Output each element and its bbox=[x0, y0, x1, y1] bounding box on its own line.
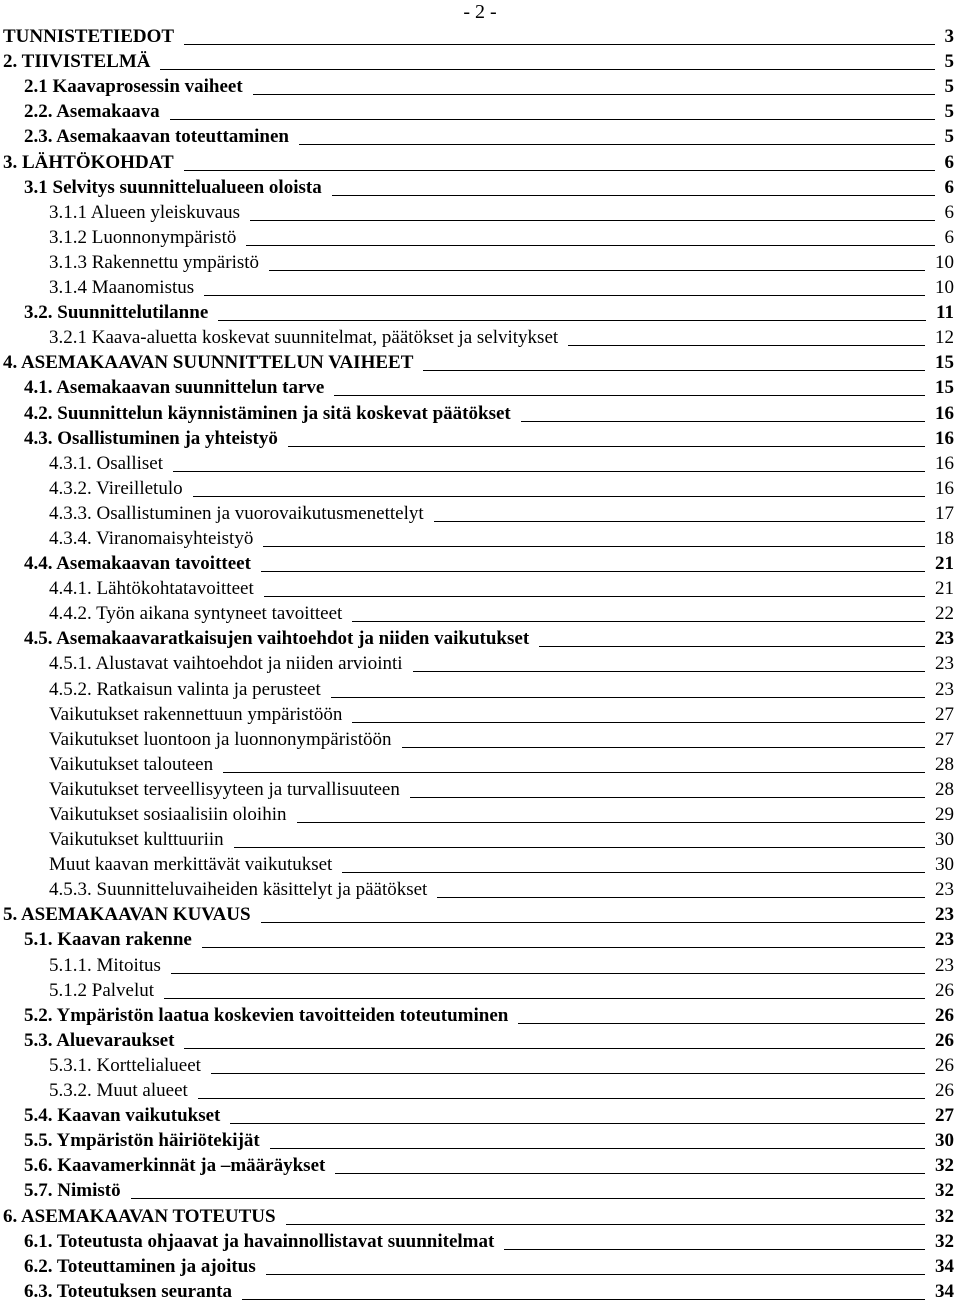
toc-entry[interactable] bbox=[0, 951, 960, 976]
toc-leader-line bbox=[568, 345, 925, 346]
toc-entry[interactable] bbox=[0, 926, 960, 951]
toc-entry-page-number: 28 bbox=[935, 753, 954, 775]
toc-leader-line bbox=[234, 847, 925, 848]
toc-entry[interactable] bbox=[0, 901, 960, 926]
toc-leader-line bbox=[202, 947, 925, 948]
toc-entry[interactable] bbox=[0, 776, 960, 801]
toc-entry[interactable] bbox=[0, 98, 960, 123]
toc-entry-title: 5.2. Ympäristön laatua koskevien tavoitteiden toteutuminen bbox=[24, 1004, 509, 1026]
toc-entry-title: 3.1.2 Luonnonympäristö bbox=[49, 226, 237, 248]
toc-leader-line bbox=[193, 496, 925, 497]
toc-entry-page-number: 5 bbox=[944, 126, 954, 148]
toc-entry[interactable] bbox=[0, 1278, 960, 1303]
toc-entry-title: Vaikutukset luontoon ja luonnonympäristöön bbox=[49, 728, 392, 750]
toc-leader-line bbox=[223, 772, 925, 773]
toc-leader-line bbox=[352, 621, 925, 622]
toc-entry[interactable] bbox=[0, 1228, 960, 1253]
toc-entry[interactable] bbox=[0, 399, 960, 424]
toc-leader-line bbox=[184, 1048, 925, 1049]
toc-entry-title: 3.1.3 Rakennettu ympäristö bbox=[49, 251, 260, 273]
toc-entry-page-number: 26 bbox=[935, 1004, 954, 1026]
toc-entry-title: 3.2.1 Kaava-aluetta koskevat suunnitelmat, päätökset ja selvitykset bbox=[49, 327, 559, 349]
toc-entry-title: 5.6. Kaavamerkinnät ja –määräykset bbox=[24, 1155, 326, 1177]
toc-entry-page-number: 22 bbox=[935, 603, 954, 625]
toc-entry-page-number: 26 bbox=[935, 1029, 954, 1051]
toc-entry[interactable] bbox=[0, 600, 960, 625]
toc-entry[interactable] bbox=[0, 751, 960, 776]
toc-entry-page-number: 10 bbox=[935, 251, 954, 273]
toc-entry-page-number: 23 bbox=[935, 904, 954, 926]
toc-entry[interactable] bbox=[0, 174, 960, 199]
toc-entry[interactable] bbox=[0, 274, 960, 299]
toc-leader-line bbox=[299, 144, 935, 145]
toc-entry-page-number: 3 bbox=[944, 26, 954, 48]
toc-leader-line bbox=[335, 1173, 925, 1174]
toc-entry-title: 2. TIIVISTELMÄ bbox=[3, 51, 151, 73]
toc-entry-page-number: 27 bbox=[935, 1105, 954, 1127]
toc-entry-title: 4.4. Asemakaavan tavoitteet bbox=[24, 553, 251, 575]
toc-leader-line bbox=[261, 571, 925, 572]
toc-entry-title: 5.5. Ympäristön häiriötekijät bbox=[24, 1130, 260, 1152]
toc-entry-page-number: 26 bbox=[935, 1080, 954, 1102]
toc-leader-line bbox=[413, 671, 925, 672]
toc-entry[interactable] bbox=[0, 826, 960, 851]
toc-entry-page-number: 15 bbox=[935, 377, 954, 399]
toc-entry-page-number: 32 bbox=[935, 1230, 954, 1252]
toc-entry-page-number: 23 bbox=[935, 954, 954, 976]
toc-entry-page-number: 27 bbox=[935, 703, 954, 725]
toc-entry-title: 4.5. Asemakaavaratkaisujen vaihtoehdot ja niiden vaikutukset bbox=[24, 628, 530, 650]
toc-entry[interactable] bbox=[0, 123, 960, 148]
toc-leader-line bbox=[423, 370, 925, 371]
toc-entry-title: Vaikutukset rakennettuun ympäristöön bbox=[49, 703, 343, 725]
toc-leader-line bbox=[288, 446, 925, 447]
toc-entry-title: 4.5.1. Alustavat vaihtoehdot ja niiden arviointi bbox=[49, 653, 403, 675]
toc-entry[interactable] bbox=[0, 701, 960, 726]
toc-entry-title: 6.2. Toteuttaminen ja ajoitus bbox=[24, 1255, 256, 1277]
toc-entry[interactable] bbox=[0, 675, 960, 700]
toc-entry[interactable] bbox=[0, 650, 960, 675]
toc-entry[interactable] bbox=[0, 148, 960, 173]
toc-entry-title: 3. LÄHTÖKOHDAT bbox=[3, 151, 174, 173]
toc-leader-line bbox=[263, 546, 925, 547]
toc-leader-line bbox=[342, 872, 925, 873]
toc-leader-line bbox=[170, 119, 935, 120]
toc-entry-page-number: 32 bbox=[935, 1205, 954, 1227]
toc-entry[interactable] bbox=[0, 475, 960, 500]
toc-entry-title: 3.1.4 Maanomistus bbox=[49, 277, 195, 299]
toc-entry-page-number: 30 bbox=[935, 854, 954, 876]
toc-entry-page-number: 23 bbox=[935, 678, 954, 700]
toc-entry-title: 5.1.1. Mitoitus bbox=[49, 954, 161, 976]
toc-entry[interactable] bbox=[0, 425, 960, 450]
toc-entry[interactable] bbox=[0, 249, 960, 274]
toc-entry[interactable] bbox=[0, 224, 960, 249]
toc-entry-page-number: 5 bbox=[944, 101, 954, 123]
toc-entry-title: 5.1.2 Palvelut bbox=[49, 979, 155, 1001]
toc-entry-page-number: 5 bbox=[944, 51, 954, 73]
toc-leader-line bbox=[264, 596, 925, 597]
toc-leader-line bbox=[184, 44, 934, 45]
toc-leader-line bbox=[198, 1098, 925, 1099]
toc-entry-title: 5. ASEMAKAAVAN KUVAUS bbox=[3, 904, 251, 926]
toc-entry[interactable] bbox=[0, 23, 960, 48]
toc-leader-line bbox=[286, 1224, 925, 1225]
toc-entry[interactable] bbox=[0, 199, 960, 224]
toc-entry-title: 5.3.1. Korttelialueet bbox=[49, 1054, 201, 1076]
toc-entry[interactable] bbox=[0, 801, 960, 826]
toc-entry[interactable] bbox=[0, 575, 960, 600]
toc-leader-line bbox=[211, 1073, 925, 1074]
toc-entry-page-number: 23 bbox=[935, 879, 954, 901]
toc-entry[interactable] bbox=[0, 550, 960, 575]
toc-entry-title: 4.4.2. Työn aikana syntyneet tavoitteet bbox=[49, 603, 343, 625]
toc-leader-line bbox=[253, 94, 935, 95]
toc-entry-title: 3.1.1 Alueen yleiskuvaus bbox=[49, 201, 241, 223]
toc-entry-title: 4.4.1. Lähtökohtatavoitteet bbox=[49, 578, 254, 600]
toc-entry-page-number: 23 bbox=[935, 628, 954, 650]
toc-entry-page-number: 6 bbox=[944, 201, 954, 223]
toc-entry-title: 4.3.2. Vireilletulo bbox=[49, 477, 183, 499]
toc-entry[interactable] bbox=[0, 500, 960, 525]
toc-entry[interactable] bbox=[0, 1127, 960, 1152]
toc-entry-title: Vaikutukset terveellisyyteen ja turvallisuuteen bbox=[49, 778, 400, 800]
toc-entry-title: 5.3.2. Muut alueet bbox=[49, 1080, 188, 1102]
toc-leader-line bbox=[539, 646, 925, 647]
toc-leader-line bbox=[270, 1148, 925, 1149]
toc-entry-page-number: 30 bbox=[935, 829, 954, 851]
toc-leader-line bbox=[352, 722, 925, 723]
toc-entry[interactable] bbox=[0, 324, 960, 349]
toc-entry-page-number: 16 bbox=[935, 452, 954, 474]
toc-entry-title: 4.2. Suunnittelun käynnistäminen ja sitä koskevat päätökset bbox=[24, 402, 511, 424]
toc-leader-line bbox=[246, 245, 934, 246]
toc-entry[interactable] bbox=[0, 299, 960, 324]
toc-entry-title: 4.1. Asemakaavan suunnittelun tarve bbox=[24, 377, 325, 399]
toc-entry-title: Muut kaavan merkittävät vaikutukset bbox=[49, 854, 333, 876]
toc-entry-page-number: 18 bbox=[935, 527, 954, 549]
toc-entry-page-number: 16 bbox=[935, 402, 954, 424]
toc-entry-page-number: 16 bbox=[935, 477, 954, 499]
toc-entry-title: 4.5.2. Ratkaisun valinta ja perusteet bbox=[49, 678, 321, 700]
toc-leader-line bbox=[173, 471, 925, 472]
toc-entry[interactable] bbox=[0, 450, 960, 475]
toc-entry-page-number: 6 bbox=[944, 176, 954, 198]
toc-entry[interactable] bbox=[0, 1102, 960, 1127]
toc-entry-title: 4.3. Osallistuminen ja yhteistyö bbox=[24, 427, 278, 449]
toc-entry-page-number: 32 bbox=[935, 1180, 954, 1202]
toc-entry-page-number: 5 bbox=[944, 76, 954, 98]
toc-leader-line bbox=[230, 1123, 925, 1124]
toc-entry-page-number: 26 bbox=[935, 979, 954, 1001]
toc-entry[interactable] bbox=[0, 1027, 960, 1052]
toc-entry-title: 2.1 Kaavaprosessin vaiheet bbox=[24, 76, 243, 98]
toc-entry[interactable] bbox=[0, 1002, 960, 1027]
table-of-contents bbox=[0, 23, 960, 1303]
toc-leader-line bbox=[331, 697, 925, 698]
toc-leader-line bbox=[218, 320, 926, 321]
toc-entry-page-number: 16 bbox=[935, 427, 954, 449]
toc-entry[interactable] bbox=[0, 977, 960, 1002]
toc-leader-line bbox=[334, 395, 925, 396]
toc-leader-line bbox=[437, 897, 925, 898]
toc-entry-title: 4.3.4. Viranomaisyhteistyö bbox=[49, 527, 254, 549]
toc-entry-page-number: 30 bbox=[935, 1130, 954, 1152]
toc-leader-line bbox=[434, 521, 925, 522]
toc-leader-line bbox=[332, 195, 935, 196]
toc-entry-page-number: 6 bbox=[944, 151, 954, 173]
toc-entry-title: 6.1. Toteutusta ohjaavat ja havainnollistavat suunnitelmat bbox=[24, 1230, 495, 1252]
toc-entry[interactable] bbox=[0, 525, 960, 550]
toc-entry[interactable] bbox=[0, 876, 960, 901]
toc-entry-page-number: 32 bbox=[935, 1155, 954, 1177]
toc-entry-title: 4. ASEMAKAAVAN SUUNNITTELUN VAIHEET bbox=[3, 352, 414, 374]
toc-entry-title: 4.3.1. Osalliset bbox=[49, 452, 163, 474]
toc-entry-title: Vaikutukset talouteen bbox=[49, 753, 214, 775]
toc-entry-page-number: 26 bbox=[935, 1054, 954, 1076]
toc-entry-page-number: 6 bbox=[944, 226, 954, 248]
toc-entry-page-number: 34 bbox=[935, 1280, 954, 1302]
toc-leader-line bbox=[250, 220, 934, 221]
toc-entry-page-number: 23 bbox=[935, 653, 954, 675]
toc-entry-title: 3.1 Selvitys suunnittelualueen oloista bbox=[24, 176, 322, 198]
toc-entry-page-number: 10 bbox=[935, 277, 954, 299]
toc-entry-page-number: 29 bbox=[935, 804, 954, 825]
toc-entry-title: 5.3. Aluevaraukset bbox=[24, 1029, 175, 1051]
toc-entry-page-number: 27 bbox=[935, 728, 954, 750]
toc-entry-page-number: 23 bbox=[935, 929, 954, 951]
toc-entry-title: 3.2. Suunnittelutilanne bbox=[24, 302, 209, 324]
toc-entry-title: 6. ASEMAKAAVAN TOTEUTUS bbox=[3, 1205, 276, 1227]
toc-entry[interactable] bbox=[0, 851, 960, 876]
toc-entry-title: 4.5.3. Suunnitteluvaiheiden käsittelyt ja päätökset bbox=[49, 879, 428, 901]
toc-entry-title: Vaikutukset sosiaalisiin oloihin bbox=[49, 804, 287, 825]
toc-leader-line bbox=[410, 797, 925, 798]
toc-entry[interactable] bbox=[0, 73, 960, 98]
toc-entry-page-number: 28 bbox=[935, 778, 954, 800]
toc-entry[interactable] bbox=[0, 1253, 960, 1278]
toc-leader-line bbox=[518, 1023, 925, 1024]
toc-entry[interactable] bbox=[0, 726, 960, 751]
toc-entry-page-number: 15 bbox=[935, 352, 954, 374]
toc-entry-page-number: 17 bbox=[935, 502, 954, 524]
toc-leader-line bbox=[402, 747, 925, 748]
toc-entry[interactable] bbox=[0, 48, 960, 73]
toc-entry-title: 2.3. Asemakaavan toteuttaminen bbox=[24, 126, 289, 148]
toc-entry[interactable] bbox=[0, 625, 960, 650]
toc-leader-line bbox=[204, 295, 925, 296]
toc-leader-line bbox=[521, 421, 925, 422]
toc-leader-line bbox=[261, 922, 925, 923]
toc-entry[interactable] bbox=[0, 349, 960, 374]
toc-entry-page-number: 12 bbox=[935, 327, 954, 349]
toc-entry-title: 6.3. Toteutuksen seuranta bbox=[24, 1280, 232, 1302]
toc-leader-line bbox=[269, 270, 925, 271]
toc-entry[interactable] bbox=[0, 1177, 960, 1202]
toc-entry[interactable] bbox=[0, 1152, 960, 1177]
toc-entry[interactable] bbox=[0, 1077, 960, 1102]
toc-entry[interactable] bbox=[0, 1202, 960, 1227]
toc-entry-title: 2.2. Asemakaava bbox=[24, 101, 160, 123]
toc-entry-page-number: 11 bbox=[936, 302, 954, 324]
toc-leader-line bbox=[131, 1198, 925, 1199]
toc-leader-line bbox=[504, 1249, 925, 1250]
toc-entry-page-number: 21 bbox=[935, 553, 954, 575]
toc-entry-title: 5.7. Nimistö bbox=[24, 1180, 121, 1202]
toc-entry-title: 4.3.3. Osallistuminen ja vuorovaikutusmenettelyt bbox=[49, 502, 424, 524]
toc-entry-title: 5.1. Kaavan rakenne bbox=[24, 929, 192, 951]
toc-entry[interactable] bbox=[0, 374, 960, 399]
toc-leader-line bbox=[242, 1299, 925, 1300]
toc-entry[interactable] bbox=[0, 1052, 960, 1077]
toc-entry-page-number: 34 bbox=[935, 1255, 954, 1277]
page-number: - 2 - bbox=[463, 1, 497, 23]
toc-entry-title: TUNNISTETIEDOT bbox=[3, 26, 175, 48]
toc-entry-page-number: 21 bbox=[935, 578, 954, 600]
toc-leader-line bbox=[266, 1274, 925, 1275]
toc-leader-line bbox=[164, 998, 925, 999]
toc-leader-line bbox=[160, 69, 934, 70]
toc-entry-title: 5.4. Kaavan vaikutukset bbox=[24, 1105, 221, 1127]
toc-leader-line bbox=[171, 973, 925, 974]
toc-leader-line bbox=[184, 170, 935, 171]
toc-leader-line bbox=[297, 822, 926, 823]
toc-entry-title: Vaikutukset kulttuuriin bbox=[49, 829, 224, 851]
